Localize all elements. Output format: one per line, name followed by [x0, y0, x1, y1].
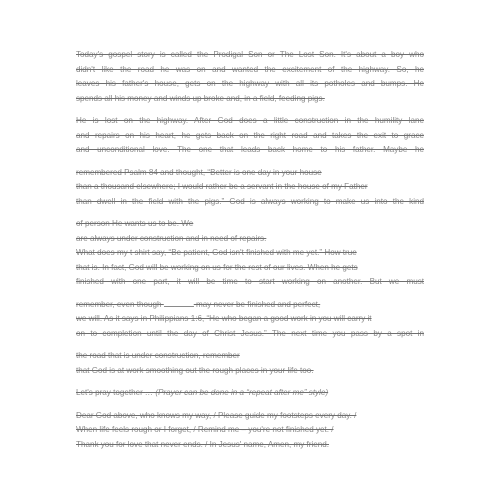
paragraph-lost-on-highway	[76, 114, 424, 158]
text-line: than a thousand elsewhere; I would rather be a servant in the house of my Father	[76, 182, 368, 191]
paragraph-psalm-84	[76, 166, 424, 210]
text-segment: remember, even though	[76, 299, 162, 309]
text-line: Thank you for love that never ends. / In Jesus' name, Amen, my friend.	[76, 439, 330, 449]
text-line: and repairs on his heart, he gets back on the right road and takes the exit to grace	[76, 130, 424, 140]
text-line: that is. In fact, God will be working on us for the rest of our lives. When he gets	[76, 262, 358, 272]
text-line: are always under construction and in need of repairs.	[76, 233, 267, 243]
text-line: Today's gospel story is called the Prodigal Son or The Lost Son. It's about a boy who	[76, 50, 424, 59]
text-segment: may never be finished and perfect,	[196, 299, 321, 309]
paragraph-road-remember	[76, 349, 424, 378]
text-line: spends all his money and winds up broke and, in a field, feeding pigs.	[76, 93, 325, 103]
text-line: Dear God above, who knows my way, / Please guide my footsteps every day. /	[76, 410, 357, 420]
text-line: of person He wants us to be. We	[76, 219, 194, 228]
paragraph-prayer	[76, 409, 424, 453]
text-line: the road that is under construction, remember	[76, 351, 240, 360]
text-line: leaves his father's house, gets on the highway with all its potholes and bumps. He	[76, 79, 424, 88]
text-line: and unconditional love. The one that leads back home to his father. Maybe he	[76, 145, 424, 154]
text-line	[76, 386, 424, 401]
paragraph-pray-together	[76, 386, 424, 401]
text-line: remembered Psalm 84 and thought, “Better is one day in your house	[76, 167, 322, 177]
text-line: finished with one part, it will be time to start working on another. But we must	[76, 277, 424, 286]
prayer-instruction: … (Prayer can be done in a “repeat after me” style)	[145, 388, 329, 397]
paragraph-under-construction	[76, 217, 424, 290]
text-line: we will. As it says in Philippians 1:6, “He who began a good work in you will carry it	[76, 314, 372, 323]
blank-line	[164, 298, 194, 307]
text-line: on to completion until the day of Christ Jesus.” The next time you pass by a spot in	[76, 328, 424, 338]
text-line: than dwell in the field with the pigs.” God is always working to make us into the kind	[76, 196, 424, 206]
text-line: When life feels rough or I forget, / Remind me – you're not finished yet. /	[76, 425, 334, 434]
text-line: What does my t shirt say, “Be patient, God isn't finished with me yet.” How true	[76, 248, 357, 257]
text-line: that God is at work smoothing out the rough places in your life too.	[76, 365, 314, 375]
text-line	[76, 298, 424, 313]
text-line: He is lost on the highway. After God does a little construction in the humility lane	[76, 116, 424, 125]
text-line: didn't like the road he was on and wanted the excitement of the highway. So, he	[76, 64, 424, 74]
paragraph-prodigal-son-intro	[76, 48, 424, 106]
paragraph-philippians	[76, 298, 424, 342]
text-segment: Let's pray together	[76, 388, 146, 397]
